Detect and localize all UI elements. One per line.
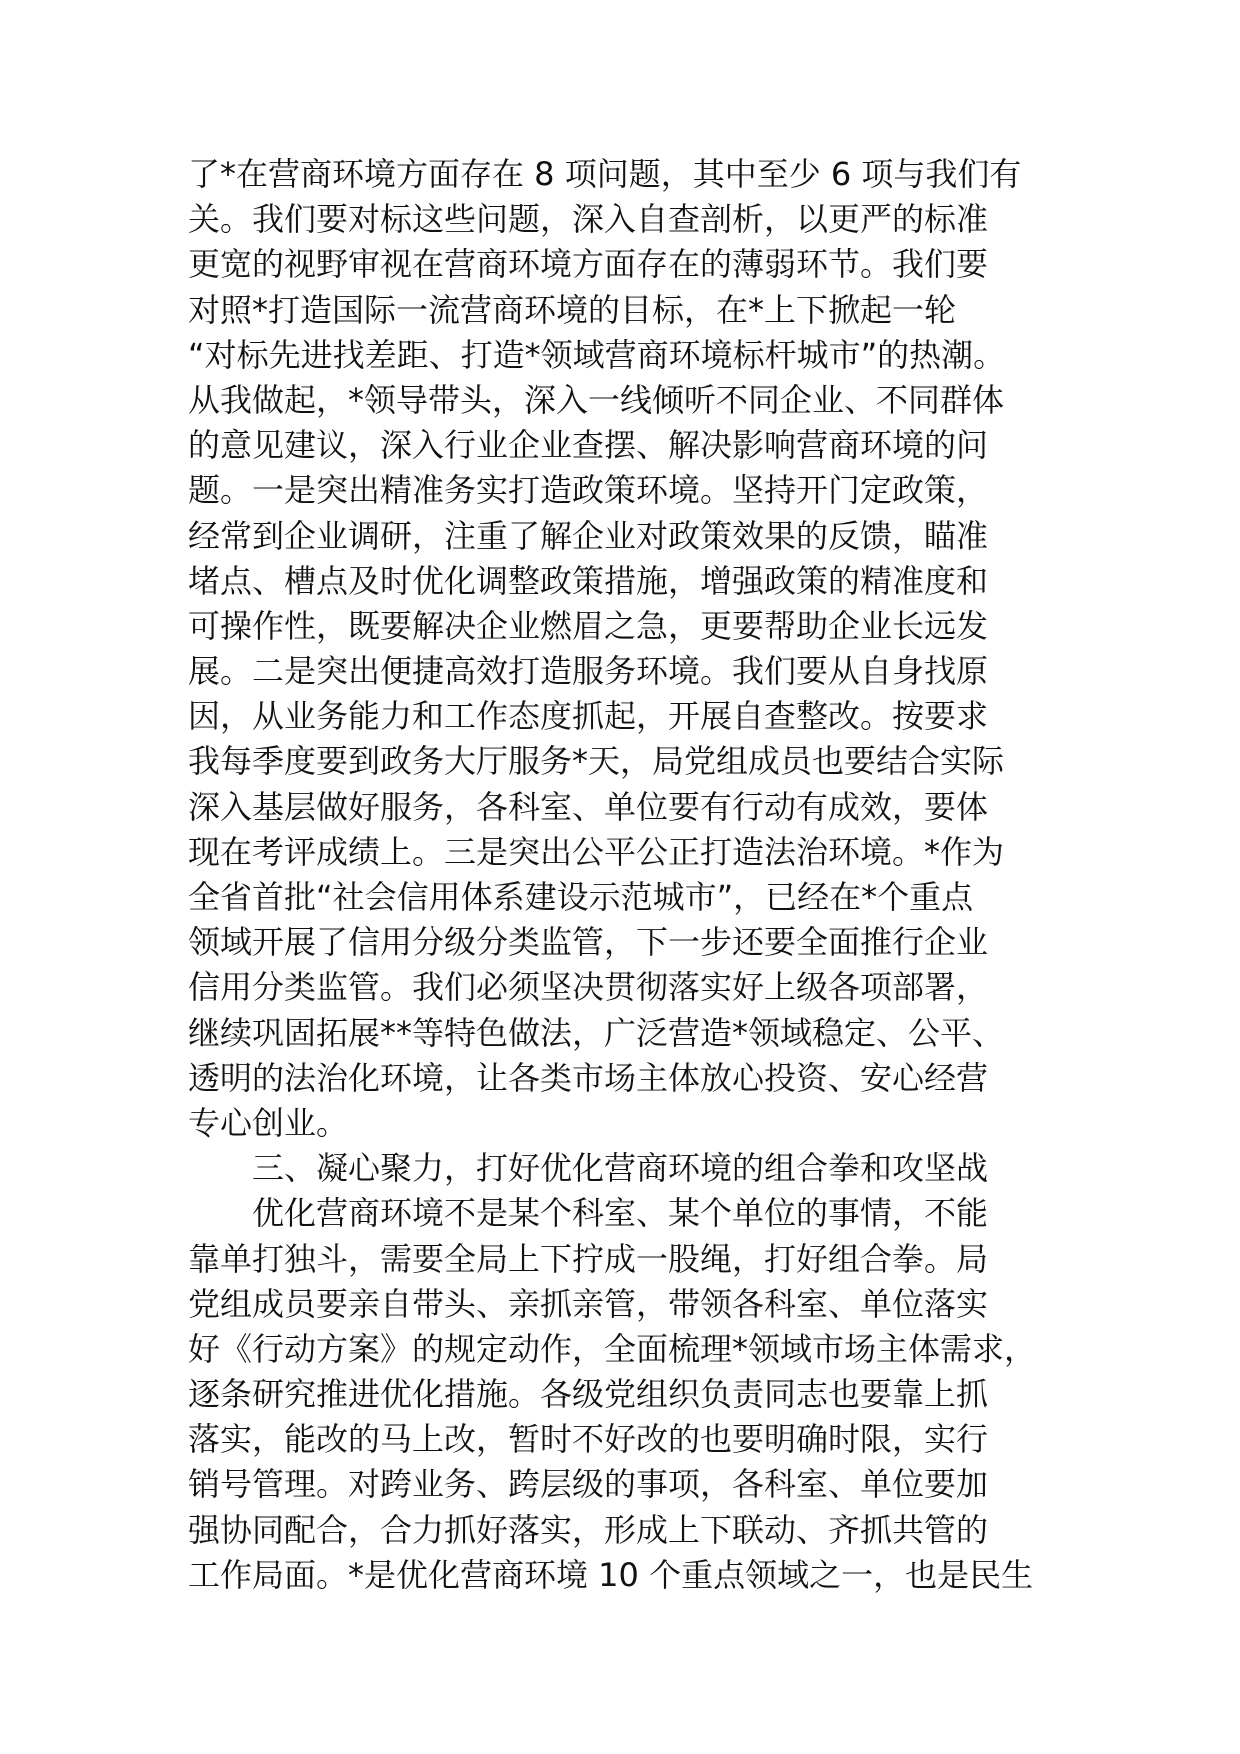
text-line: 堵点、槽点及时优化调整政策措施，增强政策的精准度和	[188, 561, 989, 600]
text-line: 靠单打独斗，需要全局上下拧成一股绳，打好组合拳。局	[188, 1239, 989, 1278]
text-line: 深入基层做好服务，各科室、单位要有行动有成效，要体	[188, 787, 989, 826]
text-line: 销号管理。对跨业务、跨层级的事项，各科室、单位要加	[188, 1465, 989, 1504]
text-line: 题。一是突出精准务实打造政策环境。坚持开门定政策，	[188, 471, 989, 510]
text-line: 关。我们要对标这些问题，深入自查剖析，以更严的标准	[188, 200, 989, 239]
text-line: 落实，能改的马上改，暂时不好改的也要明确时限，实行	[188, 1420, 989, 1459]
text-line: 领域开展了信用分级分类监管，下一步还要全面推行企业	[188, 923, 989, 962]
text-line: 透明的法治化环境，让各类市场主体放心投资、安心经营	[188, 1058, 989, 1097]
text-line: 了*在营商环境方面存在 8 项问题，其中至少 6 项与我们有	[188, 155, 1022, 193]
text-line: 经常到企业调研，注重了解企业对政策效果的反馈，瞄准	[188, 516, 989, 555]
text-line: 全省首批“社会信用体系建设示范城市”，已经在*个重点	[188, 878, 974, 916]
text-line: 党组成员要亲自带头、亲抓亲管，带领各科室、单位落实	[188, 1284, 989, 1323]
text-line: 信用分类监管。我们必须坚决贯彻落实好上级各项部署，	[188, 968, 989, 1007]
text-line: 可操作性，既要解决企业燃眉之急，更要帮助企业长远发	[188, 606, 989, 645]
body-text	[188, 152, 1088, 1598]
text-line: 现在考评成绩上。三是突出公平公正打造法治环境。*作为	[188, 832, 1005, 871]
text-line: 从我做起，*领导带头，深入一线倾听不同企业、不同群体	[188, 380, 1005, 419]
text-line: 继续巩固拓展**等特色做法，广泛营造*领域稳定、公平、	[188, 1013, 1005, 1052]
text-line: 优化营商环境不是某个科室、某个单位的事情，不能	[252, 1194, 989, 1233]
text-line: 的意见建议，深入行业企业查摆、解决影响营商环境的问	[188, 426, 989, 465]
text-line: 我每季度要到政务大厅服务*天，局党组成员也要结合实际	[188, 742, 1005, 781]
section-heading: 三、凝心聚力，打好优化营商环境的组合拳和攻坚战	[252, 1149, 989, 1188]
text-line: 展。二是突出便捷高效打造服务环境。我们要从自身找原	[188, 652, 989, 691]
text-line: 更宽的视野审视在营商环境方面存在的薄弱环节。我们要	[188, 245, 989, 284]
text-line: “对标先进找差距、打造*领域营商环境标杆城市”的热潮。	[188, 335, 1006, 374]
text-line: 对照*打造国际一流营商环境的目标，在*上下掀起一轮	[188, 290, 957, 329]
text-line: 工作局面。*是优化营商环境 10 个重点领域之一，也是民生	[188, 1555, 1034, 1594]
text-line: 强协同配合，合力抓好落实，形成上下联动、齐抓共管的	[188, 1510, 989, 1549]
text-line: 专心创业。	[188, 1103, 349, 1142]
text-line: 因，从业务能力和工作态度抓起，开展自查整改。按要求	[188, 697, 989, 736]
text-line: 逐条研究推进优化措施。各级党组织负责同志也要靠上抓	[188, 1375, 989, 1414]
text-line: 好《行动方案》的规定动作，全面梳理*领域市场主体需求，	[188, 1329, 1037, 1368]
